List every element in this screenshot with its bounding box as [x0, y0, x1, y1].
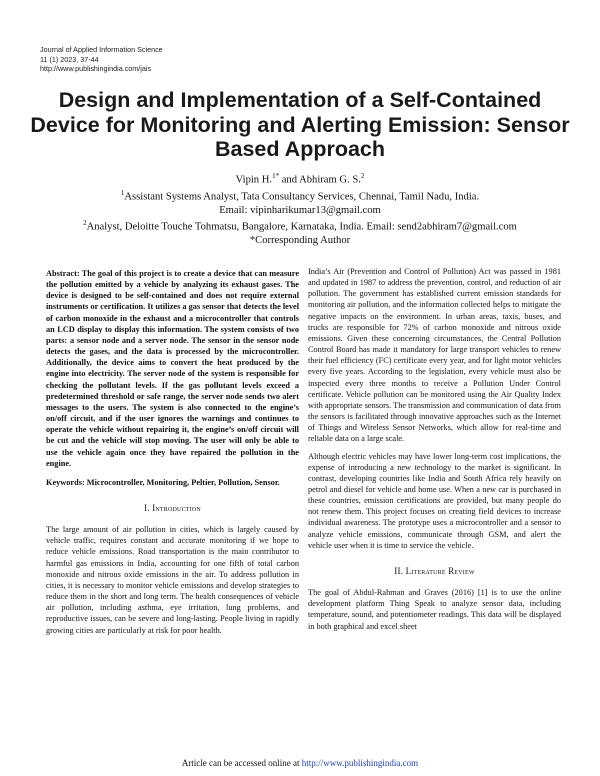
email-1: Email: vipinharikumar13@gmail.com — [219, 204, 381, 216]
journal-volume: 11 (1) 2023, 37-44 — [40, 54, 99, 64]
paper-title: Design and Implementation of a Self-Contained Device for Monitoring and Alerting Emission: Sensor Based Approach — [30, 88, 570, 161]
footer-link[interactable]: http://www.publishingindia.com — [301, 758, 419, 768]
right-column — [308, 266, 561, 638]
corresponding-author: *Corresponding Author — [249, 234, 351, 246]
author-names: Vipin H.$^{1*}$ and Abhiram G. S.$^2$ — [235, 172, 365, 186]
keywords: Keywords: Microcontroller, Monitoring, Peltier, Pollution, Sensor. — [46, 477, 280, 487]
left-column — [46, 268, 299, 642]
journal-name: Journal of Applied Information Science — [40, 45, 163, 54]
body-paragraph-1: India’s Air (Prevention and Control of Pollution) Act was passed in 1981 and updated in 1987 to address the prevention, control, and reduction of air pollution. The government has established current emission standards for monitoring air pollution, and the information collected helps to mitigate the negative impacts on the environment. In urban areas, taxis, buses, and trucks are responsible for 72% of carbon monoxide and nitrous oxide emissions. Given these concerning circumstances, the Central Pollution Control Board has made it mandatory for large transport vehicles to renew their fuel efficiency (FC) certificate every year, and for light motor vehicles every five years. According to the legislation, every vehicle must also be inspected every three months to receive a Pollution Under Control certificate. Vehicle pollution can be monitored using the Air Quality Index with appropriate sensors. The transmission and communication of data from the sensors is facilitated through innovative approaches such as the Internet of Things and Wireless Sensor Networks, which allow for real-time and reliable data on a large scale. — [308, 267, 561, 444]
footer-text: Article can be accessed online at — [181, 758, 302, 768]
footer — [0, 758, 600, 768]
literature-paragraph: The goal of Abdul-Rahman and Graves (2016) [1] is to use the online development platform Thing Speak to analyze sensor data, including temperature, sound, and potentiometer readings. This data will be displayed in both graphical and excel sheet — [308, 588, 561, 631]
journal-header — [40, 45, 163, 74]
body-paragraph-2: Although electric vehicles may have lower long-term cost implications, the expense of introducing a new technology to the market is significant. In contrast, developing countries like India and South Africa rely heavily on petrol and diesel for vehicle and home use. When a new car is purchased in these countries, emission certifications are provided, but many people do not renew them. This project focuses on creating field devices to increase individual awareness. The prototype uses a microcontroller and a sensor to analyze vehicle emissions, communicate through GSM, and alert the vehicle user when it is time to service the vehicle. — [308, 451, 561, 550]
section-heading-introduction: I. Introduction — [144, 502, 201, 513]
affiliation-1: $^1$Assistant Systems Analyst, Tata Consultancy Services, Chennai, Tamil Nadu, India. — [120, 188, 480, 203]
author-block — [30, 170, 570, 247]
affiliation-2: $^2$Analyst, Deloitte Touche Tohmatsu, Bangalore, Karnataka, India. Email: send2abhiram7@gmail.com — [83, 218, 517, 233]
intro-paragraph: The large amount of air pollution in cities, which is largely caused by vehicle traffic, requires constant and accurate monitoring if we hope to reduce vehicle emissions. Road transportation is the main contributor to harmful gas emissions in India, accounting for one fifth of total carbon monoxide and nitrous oxide emissions in the air. To address pollution in cities, it is necessary to monitor vehicle emissions and develop strategies to reduce them in the short and long term. The health consequences of vehicle air pollution, including asthma, eye irritation, lung problems, and reproductive issues, can be severe and long-lasting. People living in rapidly growing cities are particularly at risk for poor health. — [46, 525, 299, 635]
section-heading-literature-review: II. Literature Review — [394, 565, 475, 576]
abstract: Abstract: The goal of this project is to create a device that can measure the pollution emitted by a vehicle by analyzing its exhaust gases. The device is designed to be self-contained and does not require external instruments or certification. It utilizes a gas sensor that detects the level of carbon monoxide in the exhaust and a microcontroller that controls an LCD display to display this information. The system consists of two parts: a sensor node and a server node. The sensor in the sensor node detects the gases, and the data is processed by the microcontroller. Additionally, the device aims to convert the heat produced by the engine into electricity. The server node of the system is responsible for checking the pollutant levels. If the gas pollutant levels exceed a predetermined threshold or safe range, the server node sends two alert messages to the users. The system is also connected to the engine’s on/off circuit, and if the user ignores the warnings and continues to operate the vehicle without repairing it, the engine’s on/off circuit will be cut and the vehicle will stop moving. The user will only be able to use the vehicle again once they have repaired the pollution in the engine. — [46, 269, 299, 468]
journal-url[interactable]: http://www.publishingindia.com/jais — [40, 64, 152, 73]
